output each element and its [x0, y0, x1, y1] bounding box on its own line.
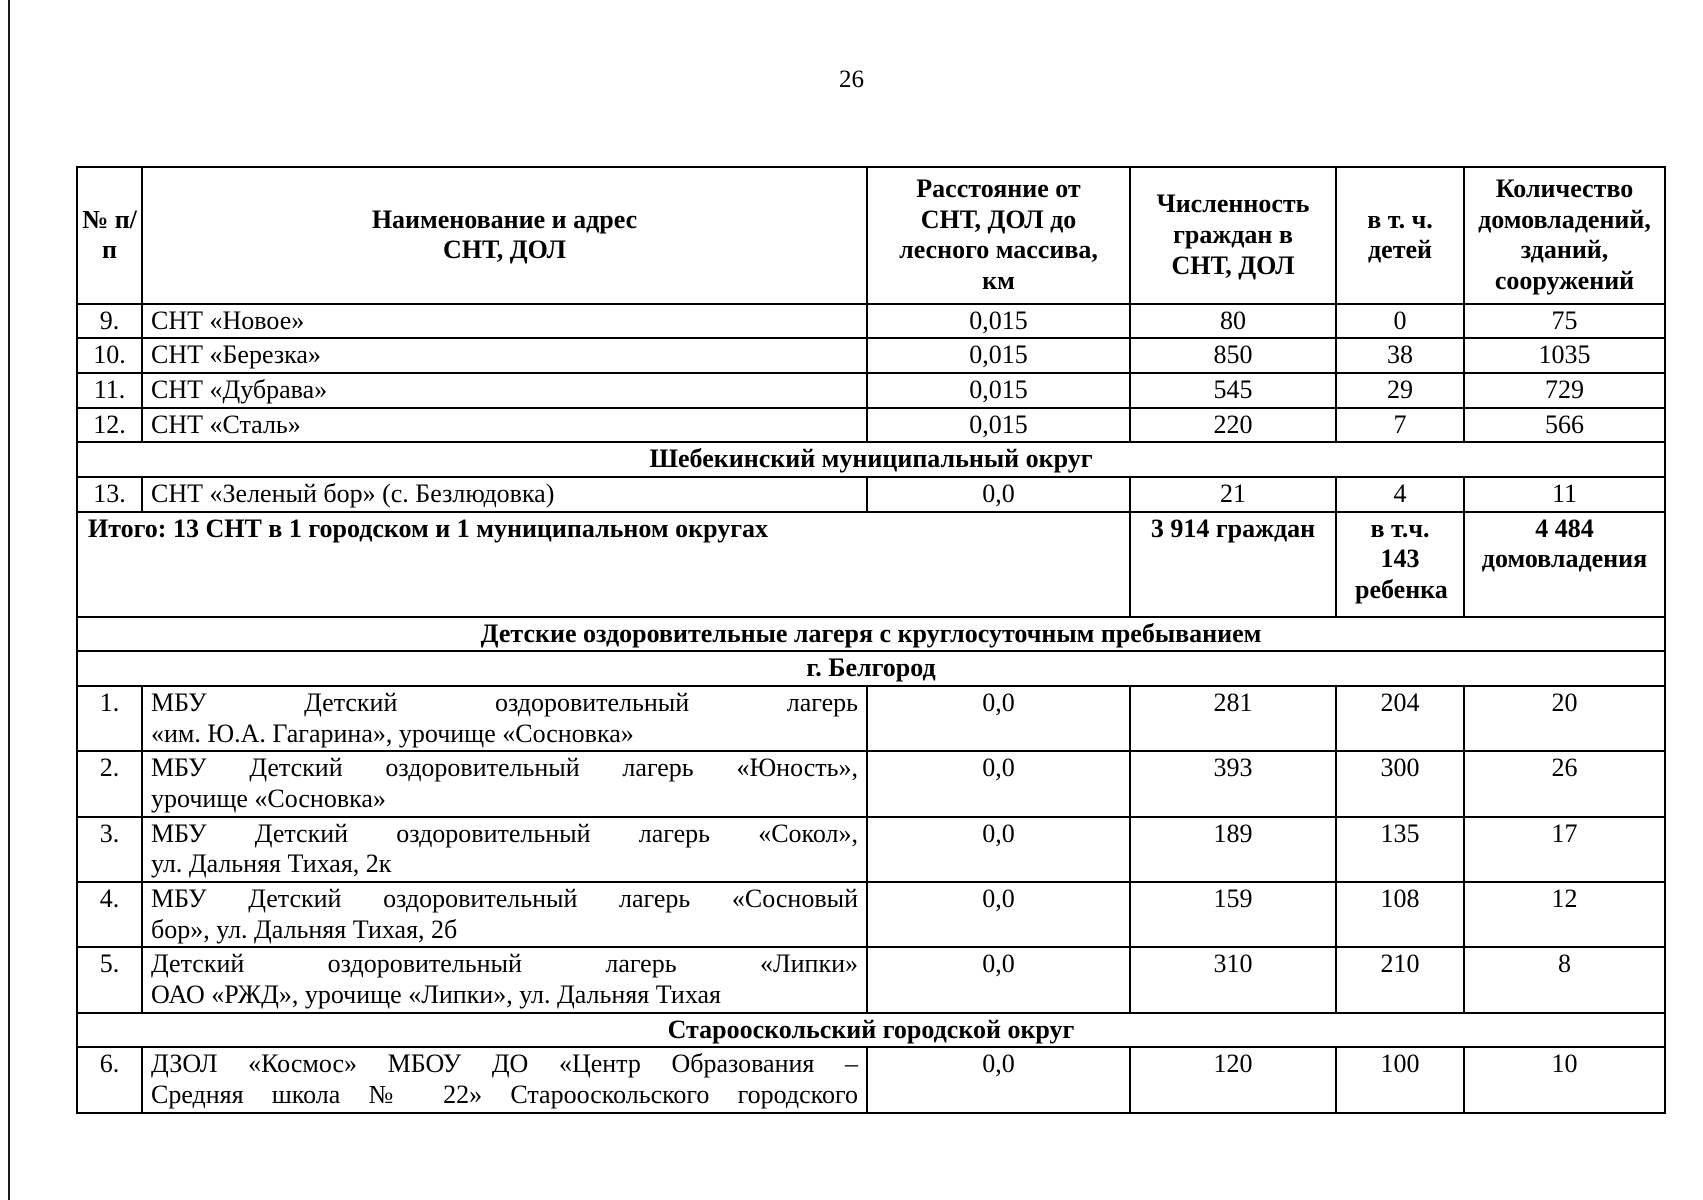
row-distance: 0,0: [867, 686, 1130, 751]
section-row-camps: [77, 617, 1665, 652]
row-population: 220: [1130, 408, 1336, 443]
header-num: № п/п: [77, 167, 142, 304]
row-children: 7: [1336, 408, 1464, 443]
header-name: Наименование и адрес СНТ, ДОЛ: [142, 167, 867, 304]
facilities-table: [76, 166, 1666, 1114]
total-buildings: 4 484 домовладения: [1464, 512, 1665, 617]
row-num: 4.: [77, 882, 142, 947]
section-title: Шебекинский муниципальный округ: [77, 442, 1665, 477]
row-distance: 0,015: [867, 408, 1130, 443]
row-population: 120: [1130, 1047, 1336, 1112]
row-name: СНТ «Зеленый бор» (с. Безлюдовка): [142, 477, 867, 512]
row-children: 0: [1336, 304, 1464, 339]
section-row-shebekino: [77, 442, 1665, 477]
row-distance: 0,0: [867, 477, 1130, 512]
row-children: 38: [1336, 338, 1464, 373]
row-distance: 0,0: [867, 947, 1130, 1012]
row-name: СНТ «Сталь»: [142, 408, 867, 443]
row-population: 281: [1130, 686, 1336, 751]
row-num: 3.: [77, 817, 142, 882]
header-children: в т. ч. детей: [1336, 167, 1464, 304]
header-population: Численность граждан в СНТ, ДОЛ: [1130, 167, 1336, 304]
table-header-row: [77, 167, 1665, 304]
row-children: 108: [1336, 882, 1464, 947]
row-buildings: 26: [1464, 751, 1665, 816]
table-row: [77, 817, 1665, 882]
row-population: 545: [1130, 373, 1336, 408]
row-num: 10.: [77, 338, 142, 373]
row-distance: 0,0: [867, 817, 1130, 882]
row-name: [142, 947, 867, 1012]
row-population: 393: [1130, 751, 1336, 816]
row-name: [142, 817, 867, 882]
row-buildings: 729: [1464, 373, 1665, 408]
table-row: [77, 304, 1665, 339]
section-row-belgorod: [77, 651, 1665, 686]
row-population: 189: [1130, 817, 1336, 882]
table-row: [77, 338, 1665, 373]
row-num: 2.: [77, 751, 142, 816]
total-row: [77, 512, 1665, 617]
table-row: [77, 882, 1665, 947]
row-name-line: урочище «Сосновка»: [151, 784, 386, 814]
row-name: [142, 686, 867, 751]
row-name: СНТ «Новое»: [142, 304, 867, 339]
total-label: Итого: 13 СНТ в 1 городском и 1 муниципальном округах: [77, 512, 1130, 617]
row-distance: 0,0: [867, 1047, 1130, 1112]
row-name-line: ОАО «РЖД», урочище «Липки», ул. Дальняя Тихая: [151, 980, 722, 1010]
row-distance: 0,015: [867, 304, 1130, 339]
row-name-line: ДЗОЛ «Космос» МБОУ ДО «Центр Образования –: [151, 1049, 858, 1079]
row-name-line: «им. Ю.А. Гагарина», урочище «Сосновка»: [151, 718, 634, 748]
table-row: [77, 408, 1665, 443]
row-distance: 0,015: [867, 373, 1130, 408]
row-num: 9.: [77, 304, 142, 339]
table-row: [77, 751, 1665, 816]
section-row-staroskol: [77, 1013, 1665, 1048]
row-name: СНТ «Дубрава»: [142, 373, 867, 408]
page-edge-line: [8, 0, 10, 1200]
row-children: 29: [1336, 373, 1464, 408]
row-population: 310: [1130, 947, 1336, 1012]
row-buildings: 8: [1464, 947, 1665, 1012]
row-name: [142, 882, 867, 947]
row-buildings: 10: [1464, 1047, 1665, 1112]
row-name-line: МБУ Детский оздоровительный лагерь: [151, 688, 858, 718]
row-children: 204: [1336, 686, 1464, 751]
row-name-line: Детский оздоровительный лагерь «Липки»: [151, 949, 858, 979]
row-children: 135: [1336, 817, 1464, 882]
row-buildings: 20: [1464, 686, 1665, 751]
row-num: 1.: [77, 686, 142, 751]
page-number: 26: [839, 66, 864, 93]
row-children: 300: [1336, 751, 1464, 816]
row-name: [142, 751, 867, 816]
table-row: [77, 373, 1665, 408]
row-population: 159: [1130, 882, 1336, 947]
row-children: 100: [1336, 1047, 1464, 1112]
total-population: 3 914 граждан: [1130, 512, 1336, 617]
row-population: 21: [1130, 477, 1336, 512]
row-num: 11.: [77, 373, 142, 408]
row-buildings: 566: [1464, 408, 1665, 443]
section-title: Старооскольский городской округ: [77, 1013, 1665, 1048]
table-row: [77, 1047, 1665, 1112]
row-distance: 0,0: [867, 751, 1130, 816]
section-title: Детские оздоровительные лагеря с круглосуточным пребыванием: [77, 617, 1665, 652]
total-children: в т.ч. 143 ребенка: [1336, 512, 1464, 617]
header-buildings: Количество домовладений, зданий, сооружений: [1464, 167, 1665, 304]
row-name-line: МБУ Детский оздоровительный лагерь «Сосновый: [151, 884, 858, 914]
row-name-line: МБУ Детский оздоровительный лагерь «Сокол»,: [151, 818, 858, 848]
table-row: [77, 947, 1665, 1012]
row-buildings: 11: [1464, 477, 1665, 512]
row-name: СНТ «Березка»: [142, 338, 867, 373]
row-buildings: 12: [1464, 882, 1665, 947]
row-num: 12.: [77, 408, 142, 443]
row-distance: 0,015: [867, 338, 1130, 373]
table-row: [77, 477, 1665, 512]
row-num: 5.: [77, 947, 142, 1012]
section-title: г. Белгород: [77, 651, 1665, 686]
row-name-line: ул. Дальняя Тихая, 2к: [151, 849, 392, 879]
row-name: [142, 1047, 867, 1112]
row-buildings: 75: [1464, 304, 1665, 339]
row-buildings: 1035: [1464, 338, 1665, 373]
row-population: 80: [1130, 304, 1336, 339]
header-distance: Расстояние от СНТ, ДОЛ до лесного массива, км: [867, 167, 1130, 304]
row-distance: 0,0: [867, 882, 1130, 947]
row-children: 210: [1336, 947, 1464, 1012]
row-population: 850: [1130, 338, 1336, 373]
table-row: [77, 686, 1665, 751]
row-children: 4: [1336, 477, 1464, 512]
row-name-line: бор», ул. Дальняя Тихая, 2б: [151, 914, 458, 944]
row-name-line: Средняя школа № 22» Старооскольского городского: [151, 1080, 858, 1110]
row-buildings: 17: [1464, 817, 1665, 882]
row-num: 6.: [77, 1047, 142, 1112]
row-num: 13.: [77, 477, 142, 512]
row-name-line: МБУ Детский оздоровительный лагерь «Юность»,: [151, 753, 858, 783]
